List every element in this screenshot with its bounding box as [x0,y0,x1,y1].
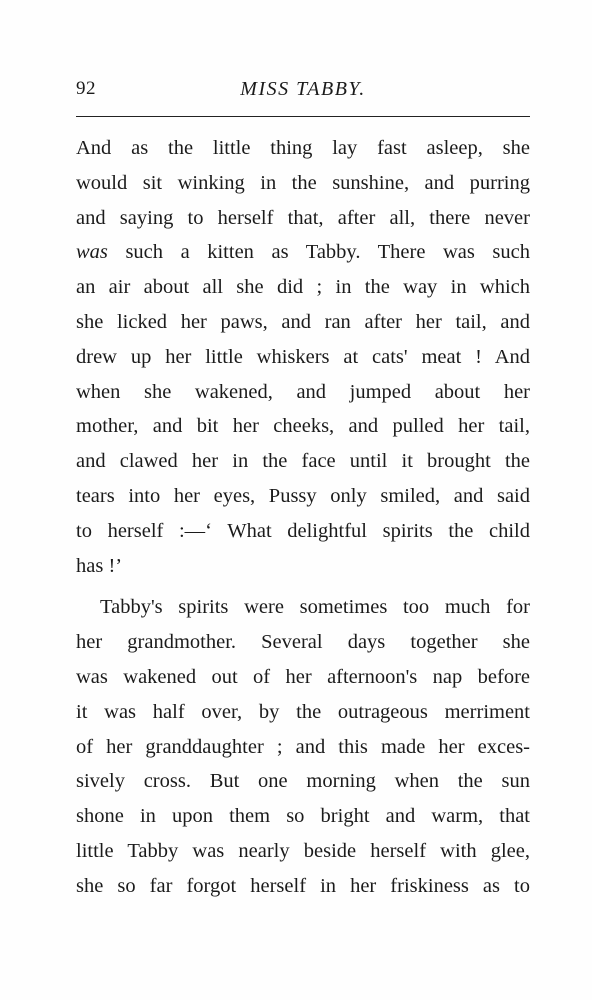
text-line: she so far forgot herself in her friskiness as to [76,874,530,897]
text-line: tears into her eyes, Pussy only smiled, and said [76,484,530,507]
text-line: it was half over, by the outrageous merriment [76,700,530,723]
text-line: has !’ [76,554,123,577]
running-title: MISS TABBY. [240,78,366,100]
paragraph [76,131,530,583]
text-segment: such a kitten as Tabby. There was such [107,241,530,264]
paragraph-gap [76,583,530,590]
text-line: And as the little thing lay fast asleep, she [76,137,530,159]
text-line: her grandmother. Several days together she [76,631,530,654]
text-line: when she wakened, and jumped about her [76,380,530,403]
paragraph [76,590,530,903]
text-line: an air about all she did ; in the way in which [76,276,530,299]
text-line: drew up her little whiskers at cats' meat ! And [76,345,530,368]
text-line [76,235,530,270]
text-line: would sit winking in the sunshine, and purring [76,171,530,194]
text-line: sively cross. But one morning when the sun [76,770,530,793]
page-header [76,78,530,104]
text-line: Tabby's spirits were sometimes too much for [100,596,530,619]
body-text [76,131,530,904]
text-line: mother, and bit her cheeks, and pulled her tail, [76,415,530,438]
text-line: of her granddaughter ; and this made her exces- [76,735,530,758]
text-line: to herself :—‘ What delightful spirits the child [76,519,530,542]
page-number: 92 [76,78,96,99]
text-line: and clawed her in the face until it brought the [76,450,530,473]
italic-word: was [76,241,108,264]
text-line: little Tabby was nearly beside herself with glee, [76,839,530,862]
header-rule [76,116,530,117]
text-line: shone in upon them so bright and warm, that [76,805,530,828]
text-line: was wakened out of her afternoon's nap before [76,665,530,688]
text-line: she licked her paws, and ran after her tail, and [76,310,530,333]
text-line: and saying to herself that, after all, there never [76,206,530,229]
